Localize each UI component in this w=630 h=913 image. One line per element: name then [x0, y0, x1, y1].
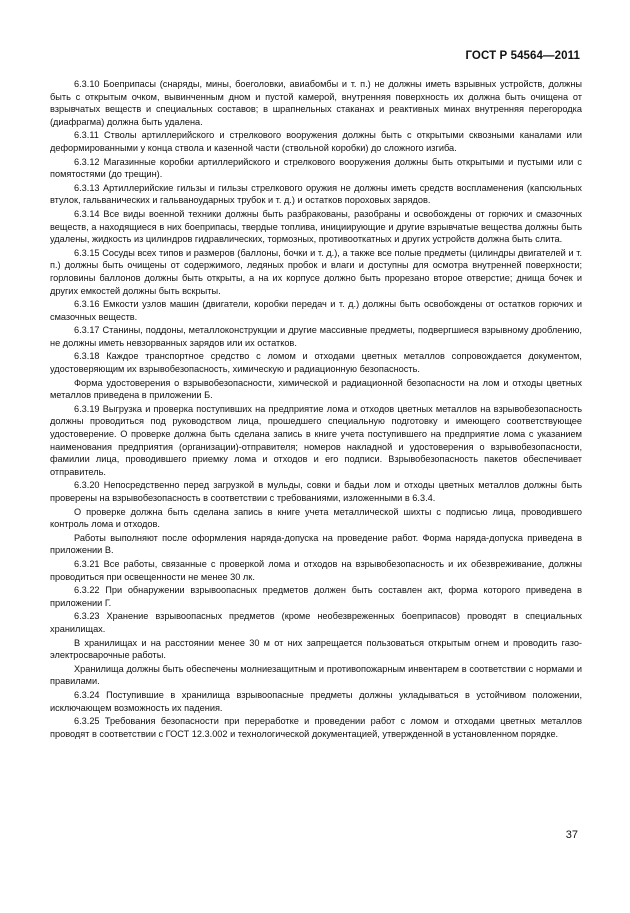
paragraph-form-b: Форма удостоверения о взрывобезопасности, химической и радиационной безопасности на лом и отходы цветных металлов приведена в приложении Б.: [50, 377, 582, 401]
paragraph-6-3-18: 6.3.18 Каждое транспортное средство с ломом и отходами цветных металлов сопровождается документом, удостоверяющим их взрывобезопасность, химическую и радиационную безопасность.: [50, 351, 582, 375]
paragraph-work-permit: Работы выполняют после оформления наряда-допуска на проведение работ. Форма наряда-допуска приведена в приложении В.: [50, 532, 582, 556]
paragraph-6-3-20: 6.3.20 Непосредственно перед загрузкой в мульды, совки и бадьи лом и отходы цветных металлов должны быть проверены на взрывобезопасность в соответствии с требованиями, изложенными в 6.3.4.: [50, 480, 582, 503]
paragraph-6-3-15: 6.3.15 Сосуды всех типов и размеров (баллоны, бочки и т. д.), а также все полые предметы (цилиндры двигателей и т. п.) должны быть очищены от содержимого, ледяных пробок и влаги и доступны для осмотра внутренней поверхности; горловины баллонов должны быть открыты, а на их корпусе должно быть прорезано второе отверстие; днища бочек и других емкостей должны быть вскрыты.: [50, 247, 582, 296]
page-number: 37: [565, 829, 578, 841]
paragraph-storage-fire: В хранилищах и на расстоянии менее 30 м от них запрещается пользоваться открытым огнем и проводить газо-электросварочные работы.: [50, 637, 582, 661]
paragraph-6-3-23: 6.3.23 Хранение взрывоопасных предметов (кроме необезвреженных боеприпасов) проводят в специальных хранилищах.: [50, 611, 582, 634]
paragraph-6-3-16: 6.3.16 Емкости узлов машин (двигатели, коробки передач и т. д.) должны быть освобождены от остатков горючих и смазочных веществ.: [50, 299, 582, 322]
paragraph-6-3-21: 6.3.21 Все работы, связанные с проверкой лома и отходов на взрывобезопасность и их обезвреживание, должны проводиться при освещенности не менее 30 лк.: [50, 558, 582, 582]
paragraph-6-3-22: 6.3.22 При обнаружении взрывоопасных предметов должен быть составлен акт, форма которого приведена в приложении Г.: [50, 585, 582, 608]
paragraph-6-3-10: 6.3.10 Боеприпасы (снаряды, мины, боеголовки, авиабомбы и т. п.) не должны иметь взрывных устройств, должны быть с открытым очком, вывинченным дном и пустой камерой, внутренняя поверхность их должна быть очищена от взрывчатых веществ и специальных составов; в шрапнельных стаканах и реактивных минах внутренняя перегородка (диафрагма) должна быть удалена.: [50, 79, 582, 127]
paragraph-check-record: О проверке должна быть сделана запись в книге учета металлической шихты с подписью лица, проводившего контроль лома и отходов.: [50, 506, 582, 530]
paragraph-6-3-13: 6.3.13 Артиллерийские гильзы и гильзы стрелкового оружия не должны иметь средств воспламенения (капсюльных втулок, гальванических и гальваноударных трубок и т. д.) и остатков пороховых зарядов.: [50, 182, 582, 206]
paragraph-6-3-25: 6.3.25 Требования безопасности при переработке и проведении работ с ломом и отходами цветных металлов проводят в соответствии с ГОСТ 12.3.002 и технологической документацией, утвержденной в установленном порядке.: [50, 716, 582, 739]
paragraph-storage-equipment: Хранилища должны быть обеспечены молниезащитным и противопожарным инвентарем в соответствии с нормами и правилами.: [50, 663, 582, 687]
paragraph-6-3-14: 6.3.14 Все виды военной техники должны быть разбракованы, разобраны и освобождены от горючих и смазочных веществ, а находящиеся в них боеприпасы, твердые топлива, инициирующие и другие взрывчатые вещества должны быть удалены, жидкость из цилиндров гидравлических, тормозных, противооткатных и других устройств должна быть слита.: [50, 208, 582, 245]
paragraph-6-3-17: 6.3.17 Станины, поддоны, металлоконструкции и другие массивные предметы, подвергшиеся взрывному дроблению, не должны иметь невзорванных зарядов или их остатков.: [50, 325, 582, 348]
paragraph-6-3-19: 6.3.19 Выгрузка и проверка поступивших на предприятие лома и отходов цветных металлов на взрывобезопасность должны проводиться под руководством лица, прошедшего специальную подготовку и имеющего соответствующее удостоверение. О проверке должна быть сделана запись в книге учета поступившего на предприятие лома с указанием наименования предприятия (организации)-отправителя; номеров накладной и удостоверения о взрывобезопасности, фамилии лица, проводившего приемку лома и отходов и его подписи. Взрывобезопасность пакетов обеспечивает отправитель.: [50, 403, 582, 477]
paragraph-6-3-24: 6.3.24 Поступившие в хранилища взрывоопасные предметы должны укладываться в устойчивом положении, исключающем возможность их падения.: [50, 689, 582, 713]
paragraph-6-3-11: 6.3.11 Стволы артиллерийского и стрелкового вооружения должны быть с открытыми сквозными каналами или деформированными у конца ствола и казенной части (ствольной коробки) до сложного изгиба.: [50, 130, 582, 153]
paragraph-6-3-12: 6.3.12 Магазинные коробки артиллерийского и стрелкового вооружения должны быть открытыми и пустыми или с помятостями (до трещин).: [50, 156, 582, 180]
standard-number: ГОСТ Р 54564—2011: [465, 50, 580, 62]
body-text: [50, 78, 582, 741]
